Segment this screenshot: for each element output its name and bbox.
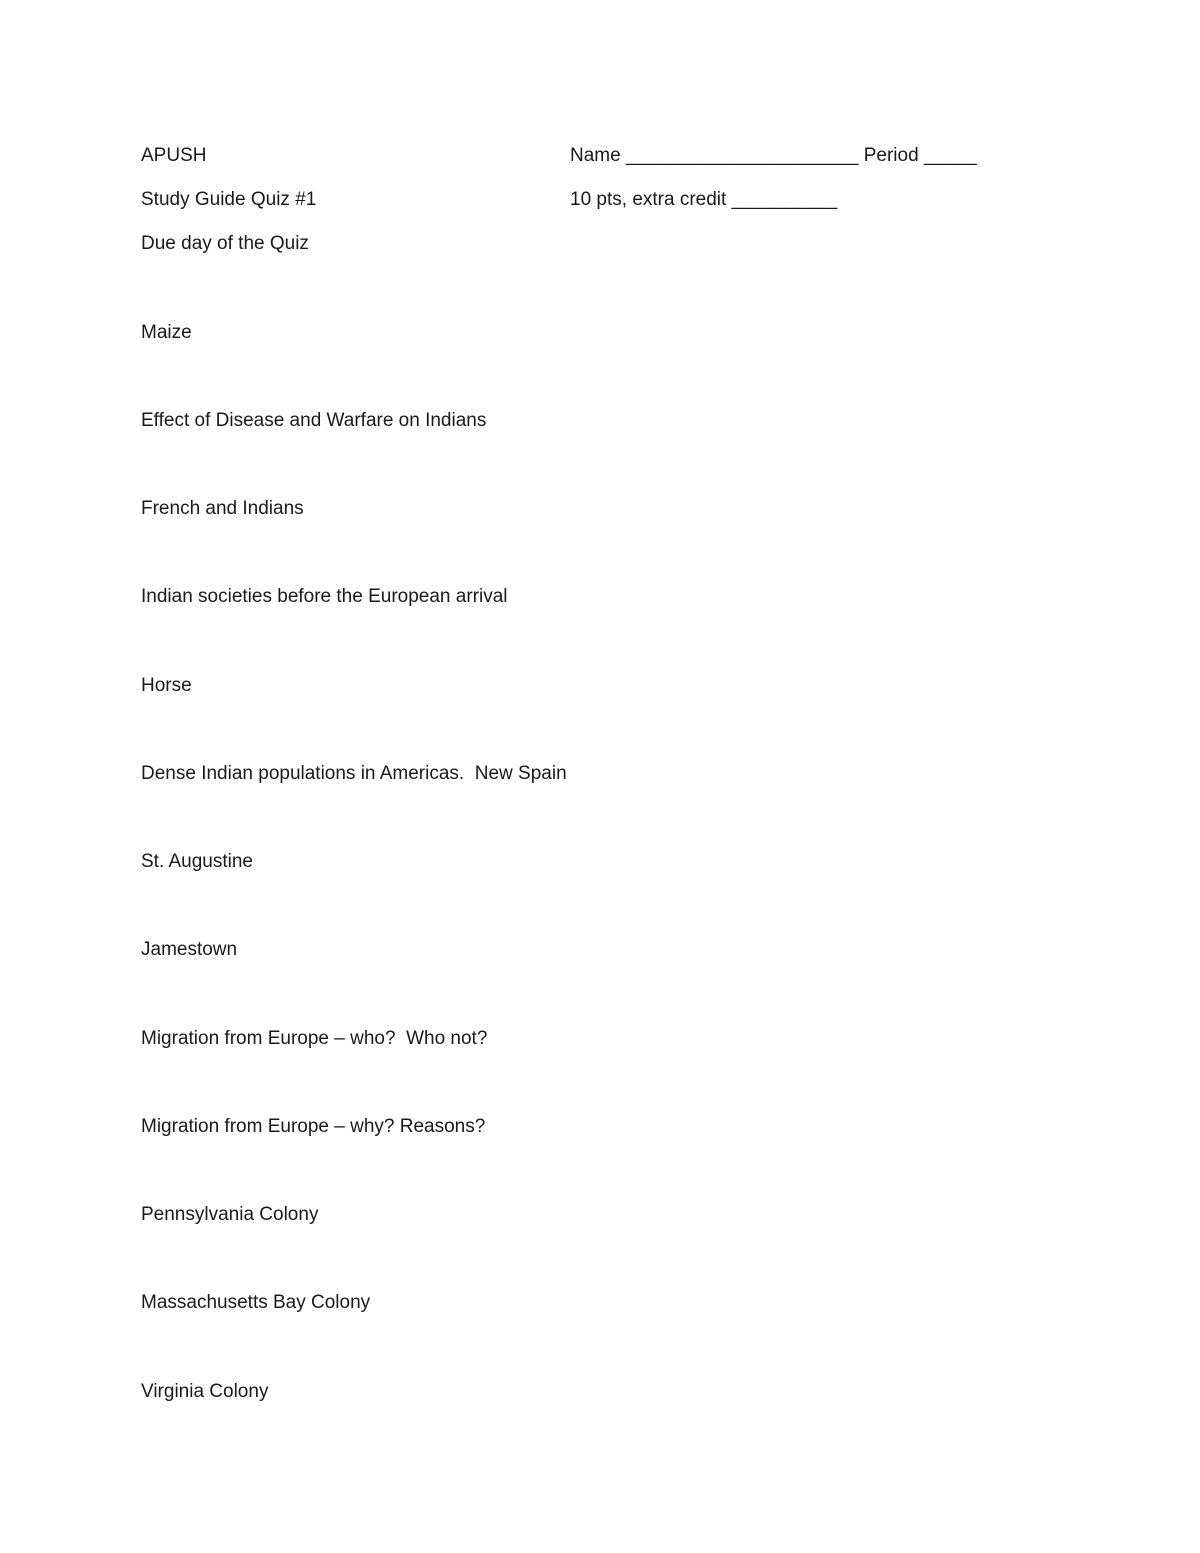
name-period-field: Name ______________________ Period _____ (570, 145, 977, 166)
topic-item: Jamestown (141, 939, 238, 960)
topic-item: French and Indians (141, 498, 304, 519)
points-extra-credit-field: 10 pts, extra credit __________ (570, 189, 838, 210)
topic-item: Horse (141, 675, 192, 696)
topic-item: Dense Indian populations in Americas. New Spain (141, 763, 567, 784)
due-date-note: Due day of the Quiz (141, 233, 309, 254)
course-label: APUSH (141, 145, 207, 166)
topic-item: Migration from Europe – who? Who not? (141, 1028, 488, 1049)
topic-item: Maize (141, 322, 192, 343)
document-title: Study Guide Quiz #1 (141, 189, 317, 210)
topic-item: Migration from Europe – why? Reasons? (141, 1116, 486, 1137)
topic-item: St. Augustine (141, 851, 253, 872)
topic-item: Indian societies before the European arrival (141, 586, 508, 607)
topic-item: Virginia Colony (141, 1381, 269, 1402)
topic-item: Pennsylvania Colony (141, 1204, 319, 1225)
topic-item: Effect of Disease and Warfare on Indians (141, 410, 487, 431)
topic-item: Massachusetts Bay Colony (141, 1292, 371, 1313)
